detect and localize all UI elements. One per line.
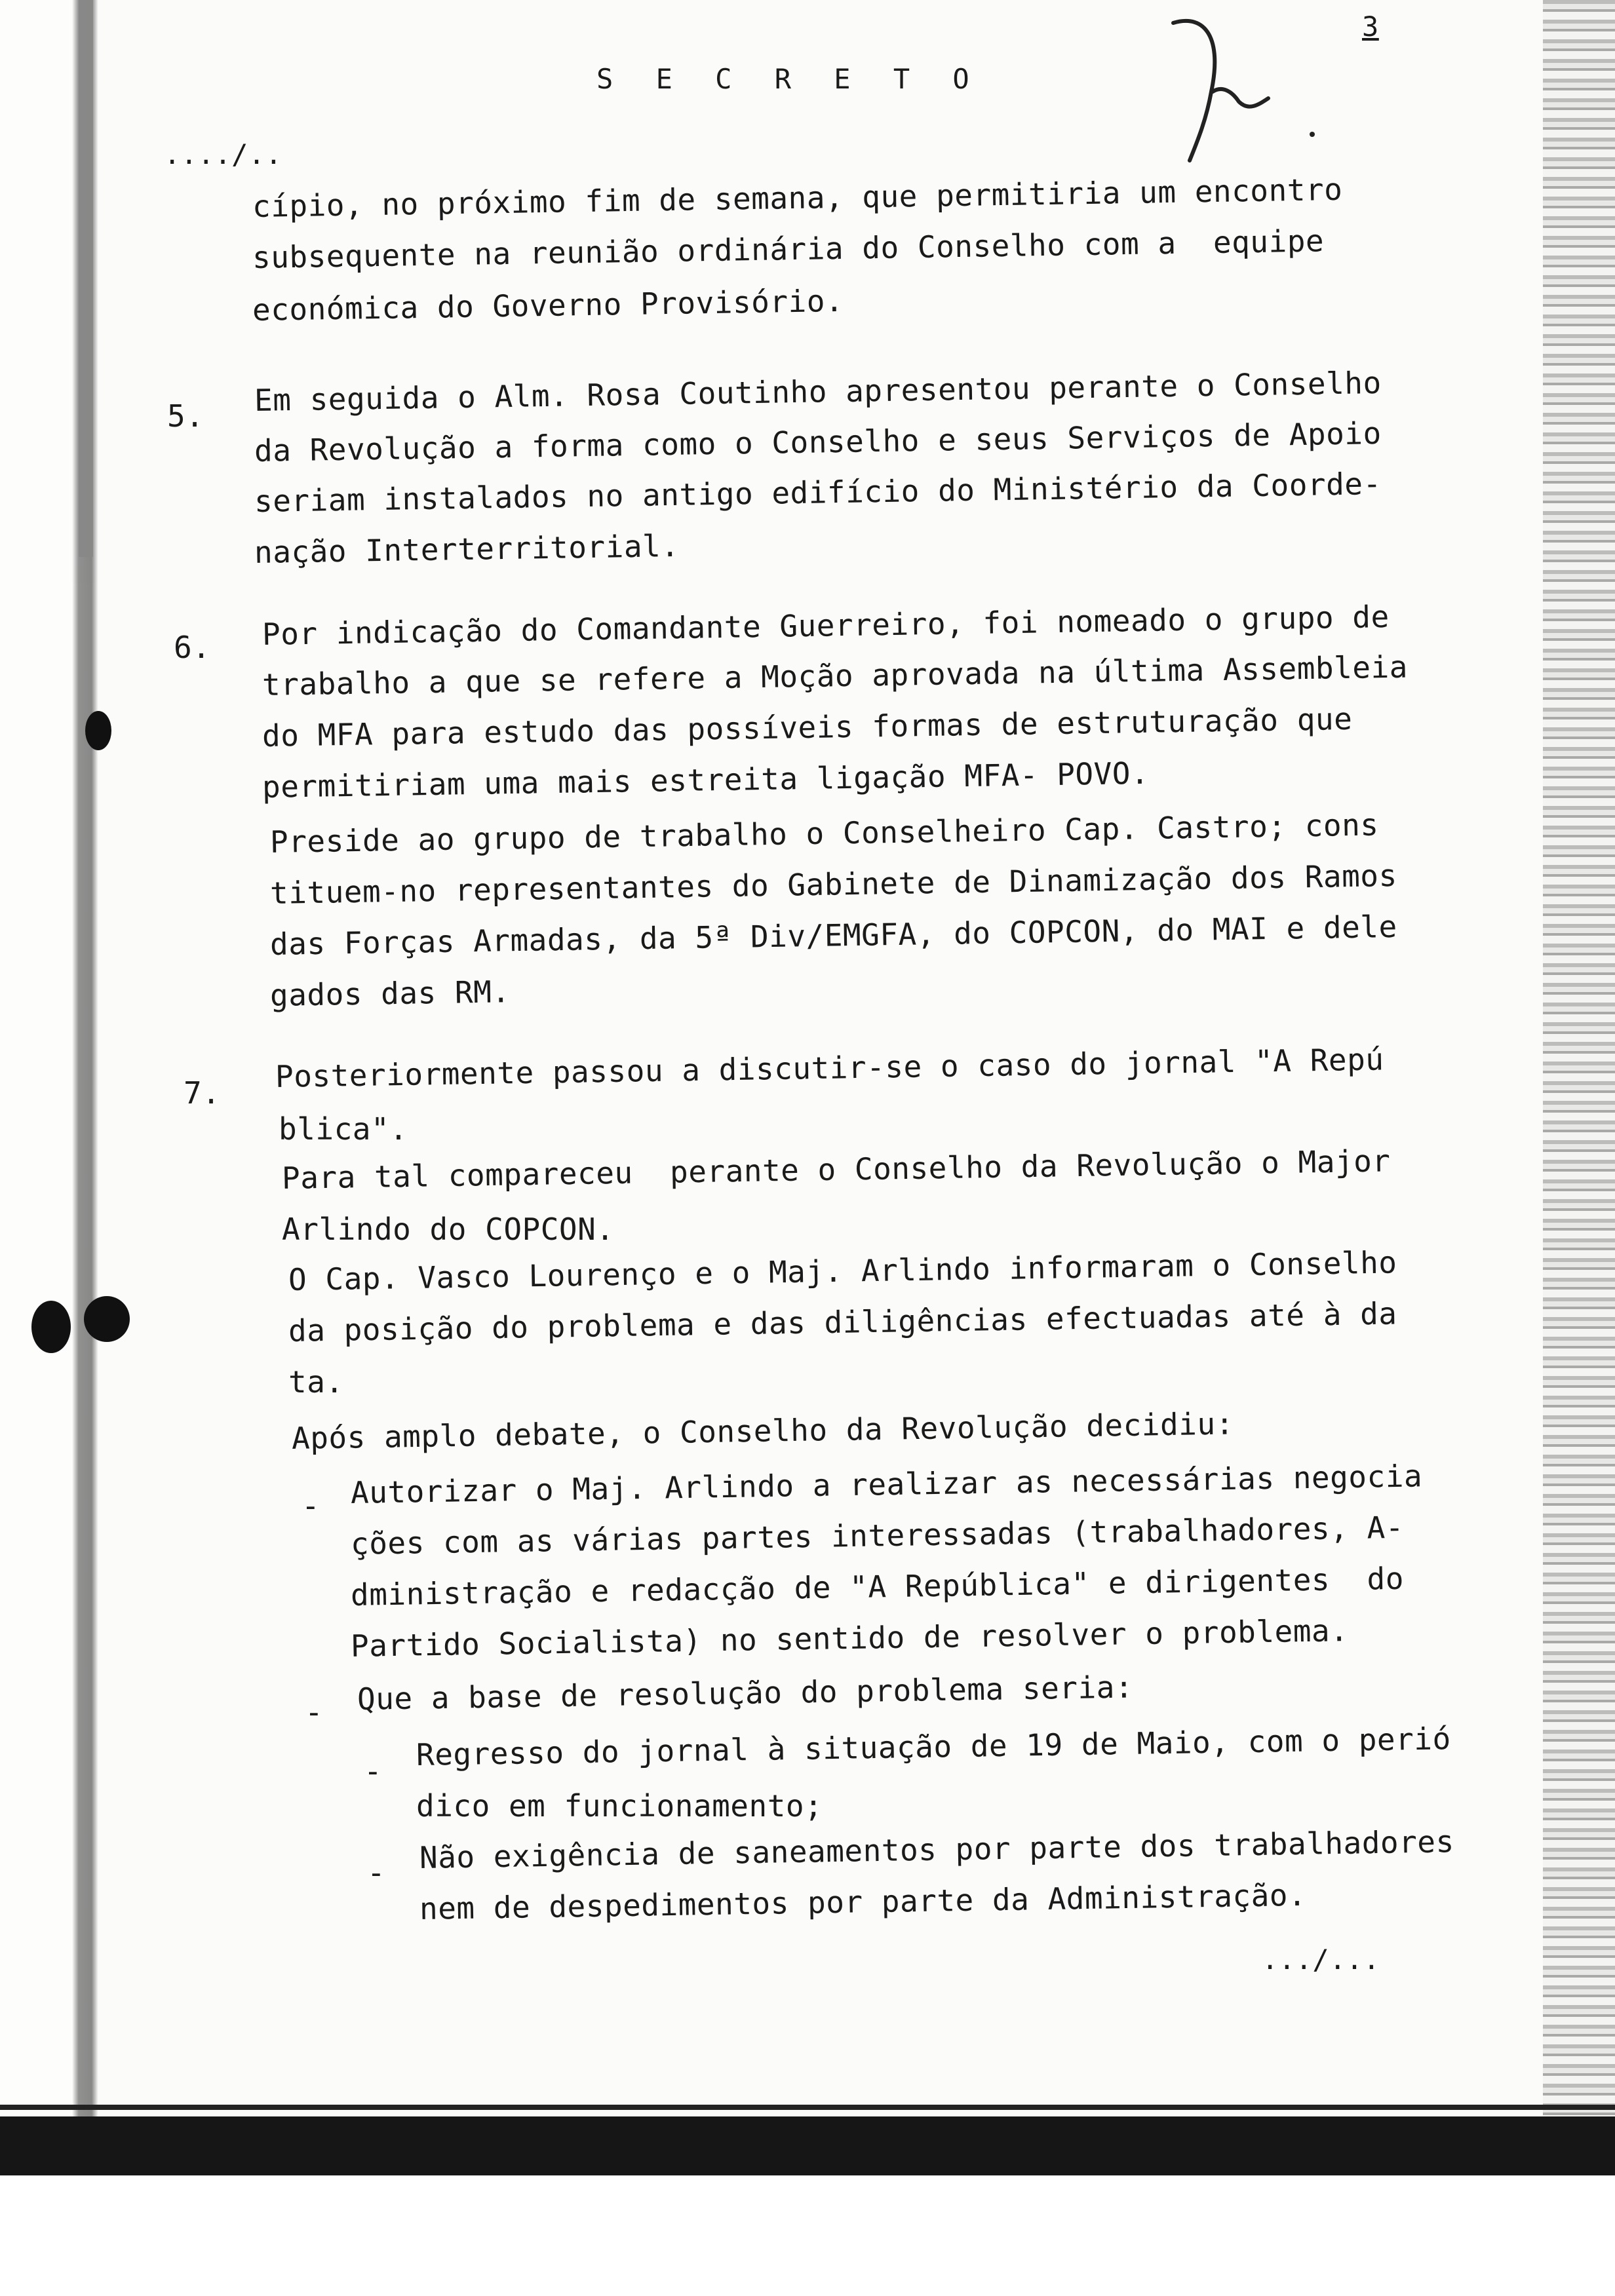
scan-right-edge (1543, 0, 1615, 2149)
bullet-dash: - (302, 1488, 321, 1523)
item6-line: Por indicação do Comandante Guerreiro, foi nomeado o grupo de (262, 598, 1390, 652)
punch-hole (84, 1296, 130, 1342)
intro-line: cípio, no próximo fim de semana, que permitiria um encontro (252, 171, 1343, 224)
punch-hole (31, 1301, 71, 1353)
item5-line: Em seguida o Alm. Rosa Coutinho apresentou perante o Conselho (254, 364, 1382, 418)
classification-header: S E C R E T O (596, 63, 983, 95)
sub-bullet-dash: - (364, 1753, 383, 1789)
page-number: 3 (1362, 10, 1379, 43)
bullet2-line: Que a base de resolução do problema seria: (357, 1669, 1134, 1717)
item5-line: seriam instalados no antigo edifício do Ministério da Coorde- (254, 465, 1382, 519)
item7-line: Posteriormente passou a discutir-se o caso do jornal "A Repú (275, 1041, 1384, 1094)
item-number-7: 7. (184, 1075, 221, 1111)
scan-page-below (0, 2175, 1615, 2296)
sub2-line: Não exigência de saneamentos por parte dos trabalhadores (419, 1824, 1455, 1875)
item6-line: das Forças Armadas, da 5ª Div/EMGFA, do COPCON, do MAI e dele (269, 908, 1398, 962)
intro-line: subsequente na reunião ordinária do Conselho com a equipe (252, 223, 1325, 275)
item6-line: permitiriam uma mais estreita ligação MFA- POVO. (262, 755, 1150, 805)
item6-line: do MFA para estudo das possíveis formas de estruturação que (262, 700, 1353, 754)
item6-line: gados das RM. (269, 974, 511, 1013)
bullet1-line: ções com as várias partes interessadas (trabalhadores, A- (350, 1509, 1405, 1561)
item7-line: blica". (279, 1111, 408, 1147)
decision-intro: Após amplo debate, o Conselho da Revolução decidiu: (291, 1406, 1235, 1456)
scan-bottom-band (0, 2116, 1615, 2175)
bullet1-line: Autorizar o Maj. Arlindo a realizar as necessárias negocia (350, 1458, 1423, 1510)
bullet1-line: Partido Socialista) no sentido de resolver o problema. (350, 1613, 1349, 1664)
item7-line: Arlindo do COPCON. (282, 1212, 615, 1247)
item6-line: trabalho a que se refere a Moção aprovada na última Assembleia (262, 649, 1409, 702)
bullet-dash: - (305, 1694, 324, 1730)
item7-line: O Cap. Vasco Lourenço e o Maj. Arlindo informaram o Conselho (288, 1244, 1397, 1297)
item7-line: da posição do problema e das diligências efectuadas até à da (288, 1295, 1397, 1349)
sub1-line: dico em funcionamento; (416, 1788, 823, 1824)
sub-bullet-dash: - (367, 1855, 386, 1890)
punch-hole (85, 711, 111, 750)
continuation-marker-top: ..../.. (164, 138, 282, 170)
item6-line: Preside ao grupo de trabalho o Conselheiro Cap. Castro; cons (269, 807, 1379, 860)
item-number-6: 6. (174, 630, 211, 665)
item7-line: ta. (288, 1364, 344, 1400)
sub2-line: nem de despedimentos por parte da Administração. (419, 1877, 1307, 1926)
intro-line: económica do Governo Provisório. (252, 282, 844, 328)
item6-line: tituem-no representantes do Gabinete de Dinamização dos Ramos (269, 857, 1398, 911)
item7-line: Para tal compareceu perante o Conselho da Revolução o Major (281, 1143, 1391, 1196)
item-number-5: 5. (167, 398, 204, 434)
scan-left-edge (0, 0, 98, 2215)
handwritten-initials (1160, 13, 1331, 164)
sub1-line: Regresso do jornal à situação de 19 de Maio, com o perió (416, 1721, 1452, 1772)
item5-line: nação Interterritorial. (254, 527, 680, 570)
continuation-marker-bottom: .../... (1262, 1943, 1380, 1976)
bullet1-line: dministração e redacção de "A República" e dirigentes do (350, 1560, 1405, 1613)
item5-line: da Revolução a forma como o Conselho e seus Serviços de Apoio (254, 415, 1382, 469)
